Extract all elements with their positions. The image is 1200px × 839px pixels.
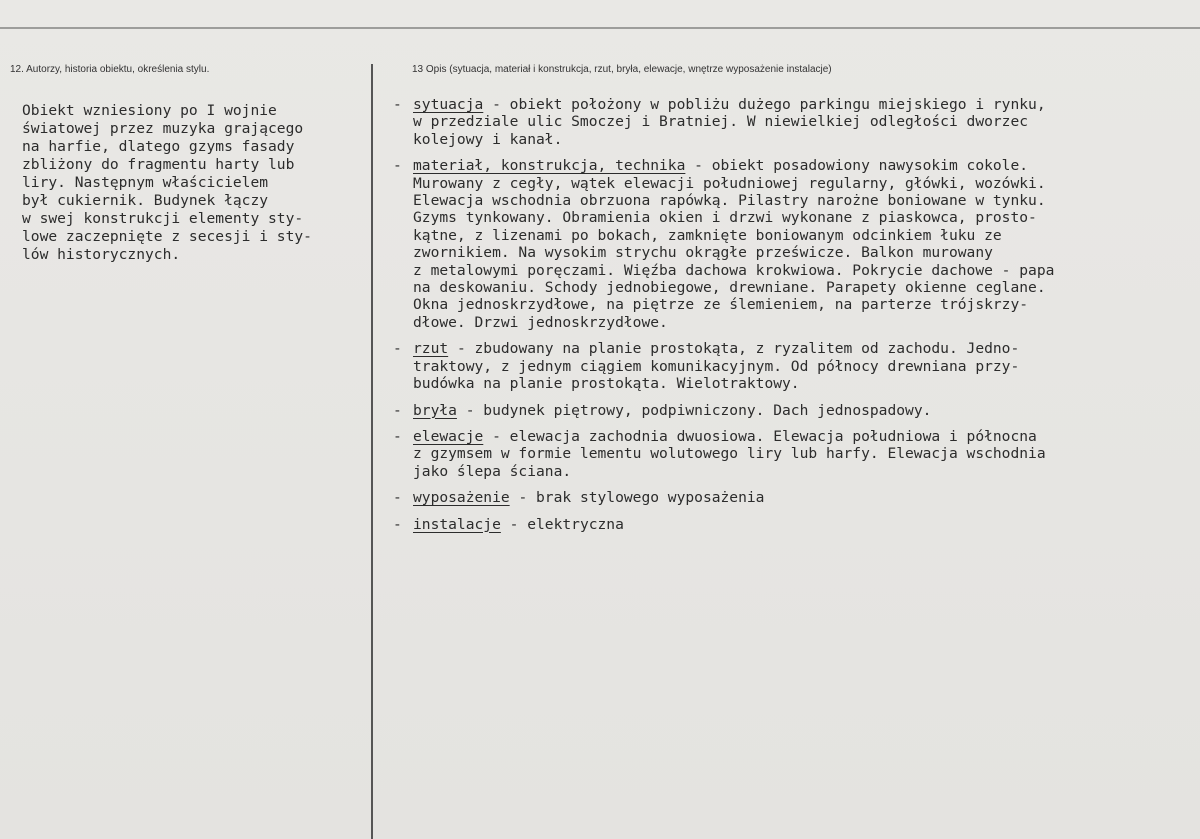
entry-line: kolejowy i kanał. — [413, 130, 563, 148]
entry-term: bryła — [413, 401, 457, 419]
description-entry — [393, 489, 1173, 506]
entry-line: budówka na planie prostokąta. Wielotraktowy. — [413, 375, 800, 393]
entry-first-line — [413, 157, 1173, 174]
history-line: światowej przez muzyka grającego — [22, 120, 304, 137]
entry-line: Gzyms tynkowany. Obramienia okien i drzwi wykonane z piaskowca, prosto- — [413, 209, 1037, 227]
entry-term: wyposażenie — [413, 489, 510, 507]
entry-line: na deskowaniu. Schody jednobiegowe, drewniane. Parapety okienne ceglane. — [413, 279, 1046, 297]
entry-text: - zbudowany na planie prostokąta, z ryzalitem od zachodu. Jedno- — [448, 340, 1020, 358]
entry-line: dłowe. Drzwi jednoskrzydłowe. — [413, 313, 668, 331]
entry-text: - obiekt posadowiony nawysokim cokole. — [685, 157, 1029, 175]
entry-text: - elewacja zachodnia dwuosiowa. Elewacja południowa i północna — [483, 427, 1037, 445]
history-line: zbliżony do fragmentu harty lub — [22, 156, 295, 173]
entry-term: elewacje — [413, 427, 484, 445]
history-line: w swej konstrukcji elementy sty- — [22, 210, 304, 227]
description-entry — [393, 516, 1173, 533]
header-rule — [0, 27, 1200, 29]
entry-text: - budynek piętrowy, podpiwniczony. Dach jednospadowy. — [456, 401, 932, 419]
description-entry — [393, 402, 1173, 419]
entry-dash: - — [393, 96, 402, 113]
entry-line: zwornikiem. Na wysokim strychu okrągłe prześwicze. Balkon murowany — [413, 244, 993, 262]
entry-line: Okna jednoskrzydłowe, na piętrze ze ślemieniem, na parterze trójskrzy- — [413, 296, 1029, 314]
entry-dash: - — [393, 515, 402, 533]
history-line: na harfie, dlatego gzyms fasady — [22, 138, 295, 155]
section-13-label: 13 Opis (sytuacja, materiał i konstrukcja, rzut, bryła, elewacje, wnętrze wyposażenie instalacje) — [412, 64, 832, 75]
entry-line: Murowany z cegły, wątek elewacji południowej regularny, główki, wozówki. — [413, 174, 1046, 192]
entry-first-line — [413, 402, 1173, 419]
entry-line: jako ślepa ściana. — [413, 462, 572, 480]
history-line: liry. Następnym właścicielem — [22, 174, 269, 191]
history-line: lowe zaczepnięte z secesji i sty- — [22, 228, 312, 245]
entry-dash: - — [393, 401, 402, 419]
entry-dash: - — [393, 340, 402, 358]
entry-dash: - — [393, 489, 402, 507]
entry-term: sytuacja — [413, 96, 484, 113]
history-text — [22, 102, 362, 264]
history-line: był cukiernik. Budynek łączy — [22, 192, 269, 209]
entry-line: Elewacja wschodnia obrzuona rapówką. Pilastry narożne boniowane w tynku. — [413, 192, 1046, 210]
entry-first-line — [413, 96, 1173, 113]
description-entry — [393, 340, 1173, 392]
entry-text: - brak stylowego wyposażenia — [509, 489, 765, 507]
entry-dash: - — [393, 427, 402, 445]
section-12-label: 12. Autorzy, historia obiektu, określenia stylu. — [10, 64, 210, 75]
description-entry — [393, 157, 1173, 331]
entry-first-line — [413, 516, 1173, 533]
entry-first-line — [413, 489, 1173, 506]
history-line: Obiekt wzniesiony po I wojnie — [22, 102, 277, 119]
entry-line: kątne, z lizenami po bokach, zamknięte boniowanym odcinkiem łuku ze — [413, 226, 1002, 244]
entry-line: z gzymsem w formie lementu wolutowego liry lub harfy. Elewacja wschodnia — [413, 445, 1046, 463]
entry-line: z metalowymi poręczami. Więźba dachowa krokwiowa. Pokrycie dachowe - papa — [413, 261, 1055, 279]
entry-dash: - — [393, 157, 402, 175]
history-line: lów historycznych. — [22, 246, 181, 263]
entry-first-line — [413, 428, 1173, 445]
description-entry — [393, 96, 1173, 148]
description-entry — [393, 428, 1173, 480]
entry-text: - elektryczna — [500, 515, 624, 533]
entry-text: - obiekt położony w pobliżu dużego parkingu miejskiego i rynku, — [483, 96, 1046, 113]
entry-line: traktowy, z jednym ciągiem komunikacyjnym. Od północy drewniana przy- — [413, 357, 1020, 375]
entry-term: materiał, konstrukcja, technika — [413, 157, 686, 175]
entry-first-line — [413, 340, 1173, 357]
description-list — [393, 96, 1173, 542]
entry-term: instalacje — [413, 515, 501, 533]
column-divider — [371, 64, 373, 839]
entry-line: w przedziale ulic Smoczej i Bratniej. W niewielkiej odległości dworzec — [413, 113, 1029, 131]
entry-term: rzut — [413, 340, 449, 358]
